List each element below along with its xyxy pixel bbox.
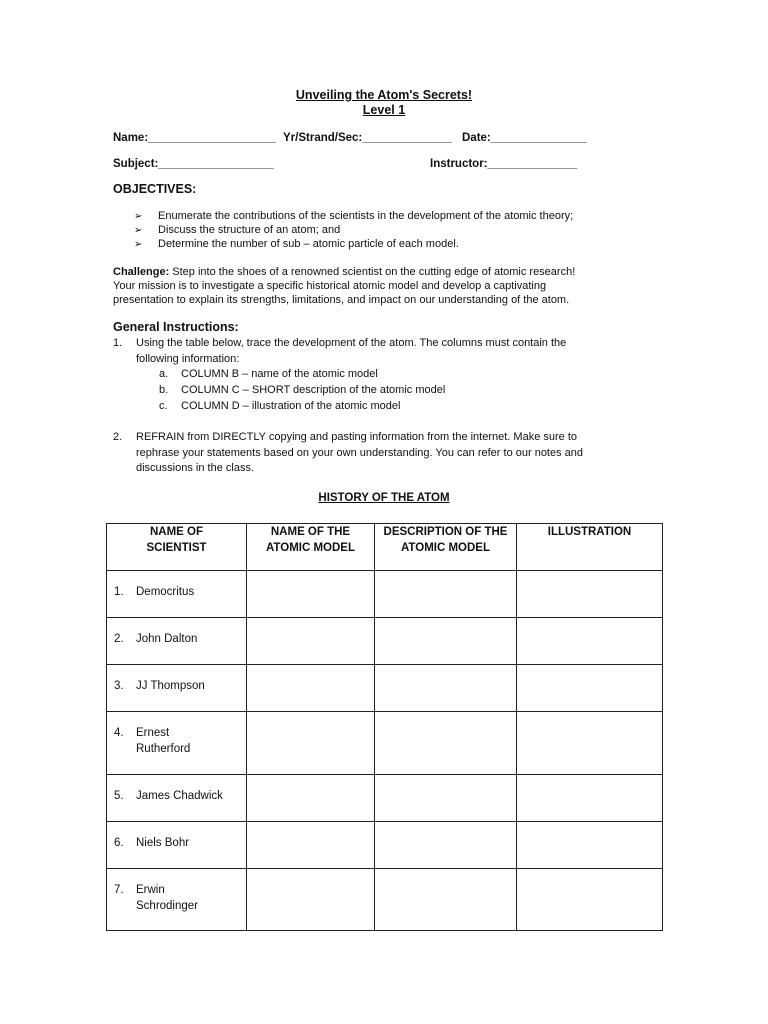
illustration-cell[interactable] <box>517 822 663 869</box>
atomic-model-cell[interactable] <box>247 822 375 869</box>
table-row <box>107 571 663 618</box>
instructor-field: Instructor:______________ <box>430 158 578 170</box>
scientist-cell: 3. JJ Thompson <box>107 665 247 712</box>
header-atomic-model-name: NAME OF THE ATOMIC MODEL <box>247 524 375 571</box>
instruction-subitem-c: c. COLUMN D – illustration of the atomic model <box>159 400 401 412</box>
header-scientist: NAME OF SCIENTIST <box>107 524 247 571</box>
instruction-item-1: 1. Using the table below, trace the development of the atom. The columns must contain the following information: <box>113 337 567 365</box>
scientist-cell: 4. Ernest Rutherford <box>107 712 247 775</box>
illustration-cell[interactable] <box>517 618 663 665</box>
instruction-item-2: 2. REFRAIN from DIRECTLY copying and pasting information from the internet. Make sure to rephrase your statements based on your own understanding. You can refer to our notes and discussions in the class. <box>113 431 584 474</box>
worksheet-title: Unveiling the Atom's Secrets! <box>295 88 473 102</box>
atomic-model-cell[interactable] <box>247 618 375 665</box>
description-cell[interactable] <box>375 665 517 712</box>
description-cell[interactable] <box>375 869 517 931</box>
illustration-cell[interactable] <box>517 665 663 712</box>
date-field: Date:_______________ <box>462 132 587 144</box>
arrow-bullet-icon: ➢ <box>134 225 143 236</box>
instruction-subitem-b: b. COLUMN C – SHORT description of the atomic model <box>159 384 446 396</box>
yr-strand-sec-field: Yr/Strand/Sec:______________ <box>283 132 452 144</box>
atomic-model-cell[interactable] <box>247 775 375 822</box>
instruction-subitem-a: a. COLUMN B – name of the atomic model <box>159 368 378 380</box>
table-row <box>107 665 663 712</box>
name-field: Name:____________________ <box>113 132 277 144</box>
general-instructions-heading: General Instructions: <box>113 320 239 334</box>
challenge-label: Challenge: <box>113 266 170 278</box>
table-header-row <box>107 524 663 571</box>
worksheet-level: Level 1 <box>362 103 406 117</box>
description-cell[interactable] <box>375 618 517 665</box>
header-description: DESCRIPTION OF THE ATOMIC MODEL <box>375 524 517 571</box>
header-illustration: ILLUSTRATION <box>517 524 663 571</box>
table-row <box>107 822 663 869</box>
arrow-bullet-icon: ➢ <box>134 239 143 250</box>
scientist-cell: 6. Niels Bohr <box>107 822 247 869</box>
arrow-bullet-icon: ➢ <box>134 211 143 222</box>
list-item: ➢ Discuss the structure of an atom; and <box>134 224 341 236</box>
scientist-cell: 1. Democritus <box>107 571 247 618</box>
illustration-cell[interactable] <box>517 775 663 822</box>
illustration-cell[interactable] <box>517 712 663 775</box>
list-item: ➢ Enumerate the contributions of the scientists in the development of the atomic theory; <box>134 210 574 222</box>
atomic-model-cell[interactable] <box>247 665 375 712</box>
atomic-model-cell[interactable] <box>247 712 375 775</box>
table-title: HISTORY OF THE ATOM <box>318 492 450 504</box>
objectives-heading: OBJECTIVES: <box>113 182 197 196</box>
description-cell[interactable] <box>375 712 517 775</box>
illustration-cell[interactable] <box>517 869 663 931</box>
atomic-model-cell[interactable] <box>247 869 375 931</box>
table-row <box>107 775 663 822</box>
challenge-paragraph: Challenge: Step into the shoes of a renowned scientist on the cutting edge of atomic research! Your mission is to investigate a specific historical atomic model and develop a captivating presentation to explain its strengths, limitations, and impact on our understanding of the atom. <box>113 266 576 306</box>
table-row <box>107 712 663 775</box>
scientist-cell: 7. Erwin Schrodinger <box>107 869 247 931</box>
atomic-model-cell[interactable] <box>247 571 375 618</box>
objectives-list <box>134 209 573 251</box>
description-cell[interactable] <box>375 775 517 822</box>
table-row <box>107 618 663 665</box>
subject-field: Subject:__________________ <box>113 158 274 170</box>
table-row <box>107 869 663 931</box>
list-item: ➢ Determine the number of sub – atomic particle of each model. <box>134 238 459 250</box>
history-table <box>106 523 663 931</box>
scientist-cell: 5. James Chadwick <box>107 775 247 822</box>
scientist-cell: 2. John Dalton <box>107 618 247 665</box>
description-cell[interactable] <box>375 571 517 618</box>
description-cell[interactable] <box>375 822 517 869</box>
illustration-cell[interactable] <box>517 571 663 618</box>
